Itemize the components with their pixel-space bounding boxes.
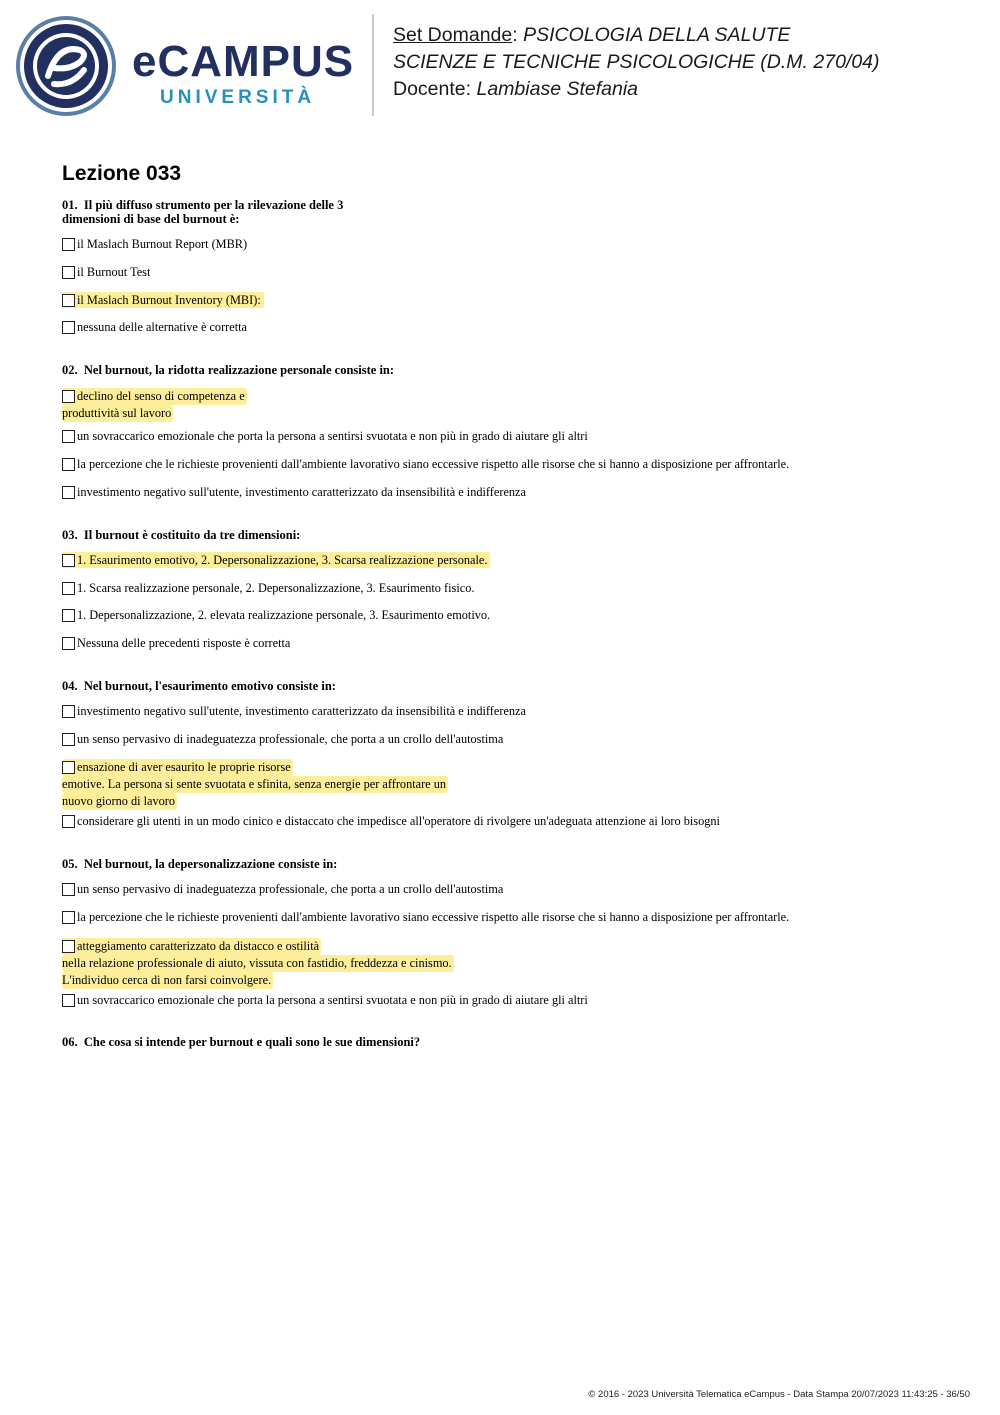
checkbox[interactable] [62, 705, 75, 718]
answer-option[interactable] [62, 457, 789, 472]
checkbox[interactable] [62, 582, 75, 595]
option-text-cont: nuovo giorno di lavoro [62, 794, 176, 808]
question-number: 05. [62, 857, 78, 871]
option-text: il Burnout Test [77, 265, 151, 279]
answer-option[interactable] [62, 636, 290, 651]
option-text: 1. Scarsa realizzazione personale, 2. Depersonalizzazione, 3. Esaurimento fisico. [77, 581, 475, 595]
answer-option[interactable] [62, 993, 588, 1008]
answer-option-correct[interactable] [62, 759, 448, 810]
brand-name: eCAMPUS [132, 37, 355, 86]
set-label: Set Domande [393, 24, 513, 46]
option-text: la percezione che le richieste provenienti dall'ambiente lavorativo siano eccessive rispetto alle risorse che si hanno a disposizione per affrontarle. [77, 910, 790, 924]
option-text: il Maslach Burnout Inventory (MBI): [77, 293, 261, 307]
option-text: considerare gli utenti in un modo cinico e distaccato che impedisce all'operatore di rivolgere un'adeguata attenzione ai loro bisogni [77, 814, 720, 828]
answer-option-correct[interactable] [62, 938, 454, 989]
answer-option[interactable] [62, 265, 150, 280]
question-4 [62, 679, 336, 693]
question-text-cont: dimensioni di base del burnout è: [62, 212, 240, 226]
option-text: investimento negativo sull'utente, investimento caratterizzato da insensibilità e indifferenza [77, 485, 526, 499]
checkbox[interactable] [62, 266, 75, 279]
question-text: Che cosa si intende per burnout e quali sono le sue dimensioni? [83, 1035, 421, 1049]
answer-option-correct[interactable] [62, 553, 490, 568]
question-number: 03. [62, 528, 78, 542]
checkbox[interactable] [62, 940, 75, 953]
option-text: investimento negativo sull'utente, investimento caratterizzato da insensibilità e indifferenza [77, 704, 526, 718]
checkbox[interactable] [62, 390, 75, 403]
option-text: un sovraccarico emozionale che porta la persona a sentirsi svuotata e non più in grado di aiutare gli altri [77, 429, 588, 443]
answer-option[interactable] [62, 581, 474, 596]
question-number: 06. [62, 1035, 78, 1049]
lesson-title: Lezione 033 [62, 162, 182, 185]
header-info: Set Domande: PSICOLOGIA DELLA SALUTE SCIENZE E TECNICHE PSICOLOGICHE (D.M. 270/04) Docente: Lambiase Stefania [393, 24, 880, 100]
answer-option[interactable] [62, 429, 588, 444]
ecampus-seal-icon [14, 14, 118, 118]
option-text: un sovraccarico emozionale che porta la persona a sentirsi svuotata e non più in grado di aiutare gli altri [77, 993, 588, 1007]
checkbox[interactable] [62, 294, 75, 307]
answer-option[interactable] [62, 732, 503, 747]
answer-option[interactable] [62, 320, 247, 335]
answer-option[interactable] [62, 814, 720, 829]
checkbox[interactable] [62, 321, 75, 334]
checkbox[interactable] [62, 609, 75, 622]
teacher-label: Docente [393, 78, 466, 100]
checkbox[interactable] [62, 486, 75, 499]
checkbox[interactable] [62, 458, 75, 471]
option-text: Nessuna delle precedenti risposte è corretta [77, 636, 291, 650]
question-1 [62, 198, 343, 226]
checkbox[interactable] [62, 883, 75, 896]
checkbox[interactable] [62, 815, 75, 828]
option-text: declino del senso di competenza e [77, 389, 245, 403]
question-number: 02. [62, 363, 78, 377]
answer-option-correct[interactable] [62, 293, 264, 308]
page-header [0, 0, 1000, 130]
option-text-cont: nella relazione professionale di aiuto, vissuta con fastidio, freddezza e cinismo. [62, 956, 452, 970]
option-text: ensazione di aver esaurito le proprie risorse [77, 760, 291, 774]
option-text: un senso pervasivo di inadeguatezza professionale, che porta a un crollo dell'autostima [77, 732, 504, 746]
checkbox[interactable] [62, 554, 75, 567]
question-text: Il più diffuso strumento per la rilevazione delle 3 [83, 198, 344, 212]
answer-option-correct[interactable] [62, 388, 247, 422]
option-text-cont: produttività sul lavoro [62, 406, 172, 420]
checkbox[interactable] [62, 430, 75, 443]
option-text: atteggiamento caratterizzato da distacco e ostilità [77, 939, 320, 953]
option-text: 1. Esaurimento emotivo, 2. Depersonalizzazione, 3. Scarsa realizzazione personale. [77, 553, 488, 567]
answer-option[interactable] [62, 237, 247, 252]
answer-option[interactable] [62, 608, 490, 623]
checkbox[interactable] [62, 238, 75, 251]
option-text: nessuna delle alternative è corretta [77, 320, 248, 334]
option-text-cont: L'individuo cerca di non farsi coinvolgere. [62, 973, 272, 987]
option-text-cont: emotive. La persona si sente svuotata e sfinita, senza energie per affrontare un [62, 777, 447, 791]
checkbox[interactable] [62, 637, 75, 650]
question-2 [62, 363, 394, 377]
checkbox[interactable] [62, 994, 75, 1007]
question-5 [62, 857, 337, 871]
option-text: 1. Depersonalizzazione, 2. elevata realizzazione personale, 3. Esaurimento emotivo. [77, 608, 491, 622]
question-text: Il burnout è costituito da tre dimensioni: [83, 528, 301, 542]
answer-option[interactable] [62, 704, 526, 719]
question-text: Nel burnout, la depersonalizzazione consiste in: [83, 857, 338, 871]
option-text: un senso pervasivo di inadeguatezza professionale, che porta a un crollo dell'autostima [77, 882, 504, 896]
checkbox[interactable] [62, 733, 75, 746]
question-number: 01. [62, 198, 78, 212]
question-6 [62, 1035, 420, 1049]
checkbox[interactable] [62, 911, 75, 924]
answer-option[interactable] [62, 910, 789, 925]
brand-subtitle: UNIVERSITÀ [160, 87, 316, 108]
header-divider [372, 14, 374, 116]
option-text: il Maslach Burnout Report (MBR) [77, 237, 248, 251]
teacher-name: Lambiase Stefania [476, 78, 639, 100]
answer-option[interactable] [62, 485, 526, 500]
course-subtitle: SCIENZE E TECNICHE PSICOLOGICHE (D.M. 270/04) [393, 51, 880, 73]
question-text: Nel burnout, l'esaurimento emotivo consiste in: [83, 679, 336, 693]
answer-option[interactable] [62, 882, 503, 897]
course-title: PSICOLOGIA DELLA SALUTE [523, 24, 791, 46]
question-number: 04. [62, 679, 78, 693]
page-footer: © 2016 - 2023 Università Telematica eCampus - Data Stampa 20/07/2023 11:43:25 - 36/50 [588, 1389, 970, 1400]
checkbox[interactable] [62, 761, 75, 774]
question-text: Nel burnout, la ridotta realizzazione personale consiste in: [83, 363, 395, 377]
question-3 [62, 528, 300, 542]
option-text: la percezione che le richieste provenienti dall'ambiente lavorativo siano eccessive rispetto alle risorse che si hanno a disposizione per affrontarle. [77, 457, 790, 471]
